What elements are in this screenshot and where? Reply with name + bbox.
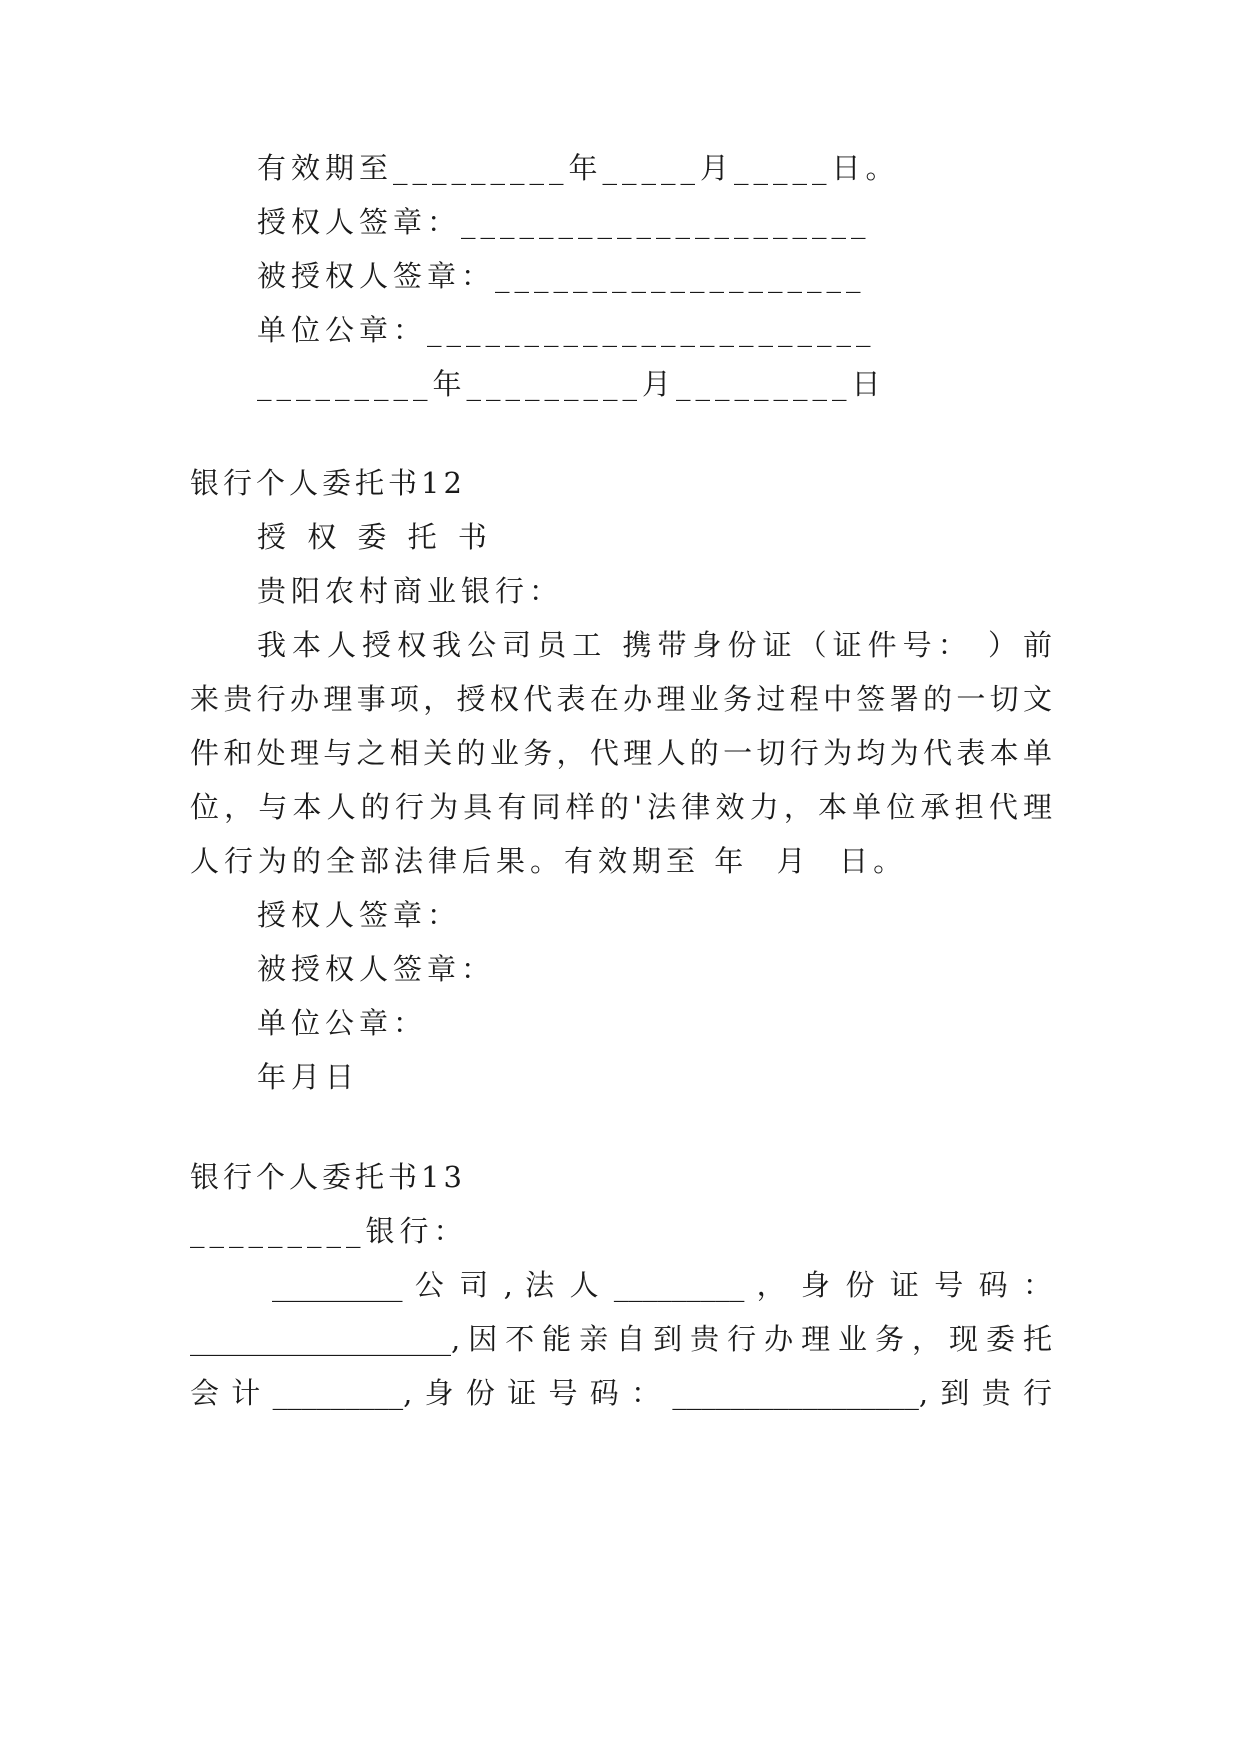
- section-12-company-seal: 单位公章：: [257, 1006, 428, 1040]
- section-12-body-line: 人行为的全部法律后果。有效期至 年 月 日。: [190, 844, 908, 878]
- date-line: _________年_________月_________日: [257, 367, 886, 401]
- section-12-title: 授 权 委 托 书: [257, 520, 493, 554]
- section-12-addressee: 贵阳农村商业银行：: [257, 574, 564, 608]
- section-13-heading: 银行个人委托书13: [190, 1160, 466, 1194]
- section-13-body-line: _________ 公 司 , 法 人 _________ ， 身 份 证 号 码 ：: [272, 1268, 1052, 1302]
- section-13-body-line: 会计_________,身份证号码：_________________,到贵行: [190, 1376, 1052, 1410]
- section-12-heading: 银行个人委托书12: [190, 466, 466, 500]
- section-12-body-line: 位，与本人的行为具有同样的'法律效力，本单位承担代理: [190, 790, 1052, 824]
- section-12-body-line: 我本人授权我公司员工 携带身份证（证件号： ）前: [257, 628, 1052, 662]
- section-12-date: 年月日: [257, 1060, 360, 1094]
- company-seal-line: 单位公章：_______________________: [257, 313, 876, 347]
- section-13-body-line: __________________,因不能亲自到贵行办理业务，现委托: [190, 1322, 1052, 1356]
- validity-line: 有效期至_________年_____月_____日。: [257, 151, 900, 185]
- grantee-signature-line: 被授权人签章：___________________: [257, 259, 866, 293]
- section-12-grantee-signature: 被授权人签章：: [257, 952, 496, 986]
- section-13-bank-line: _________银行：: [190, 1214, 468, 1248]
- grantor-signature-line: 授权人签章：_____________________: [257, 205, 871, 239]
- section-12-body-line: 来贵行办理事项，授权代表在办理业务过程中签署的一切文: [190, 682, 1052, 716]
- section-12-body-line: 件和处理与之相关的业务，代理人的一切行为均为代表本单: [190, 736, 1052, 770]
- section-12-grantor-signature: 授权人签章：: [257, 898, 462, 932]
